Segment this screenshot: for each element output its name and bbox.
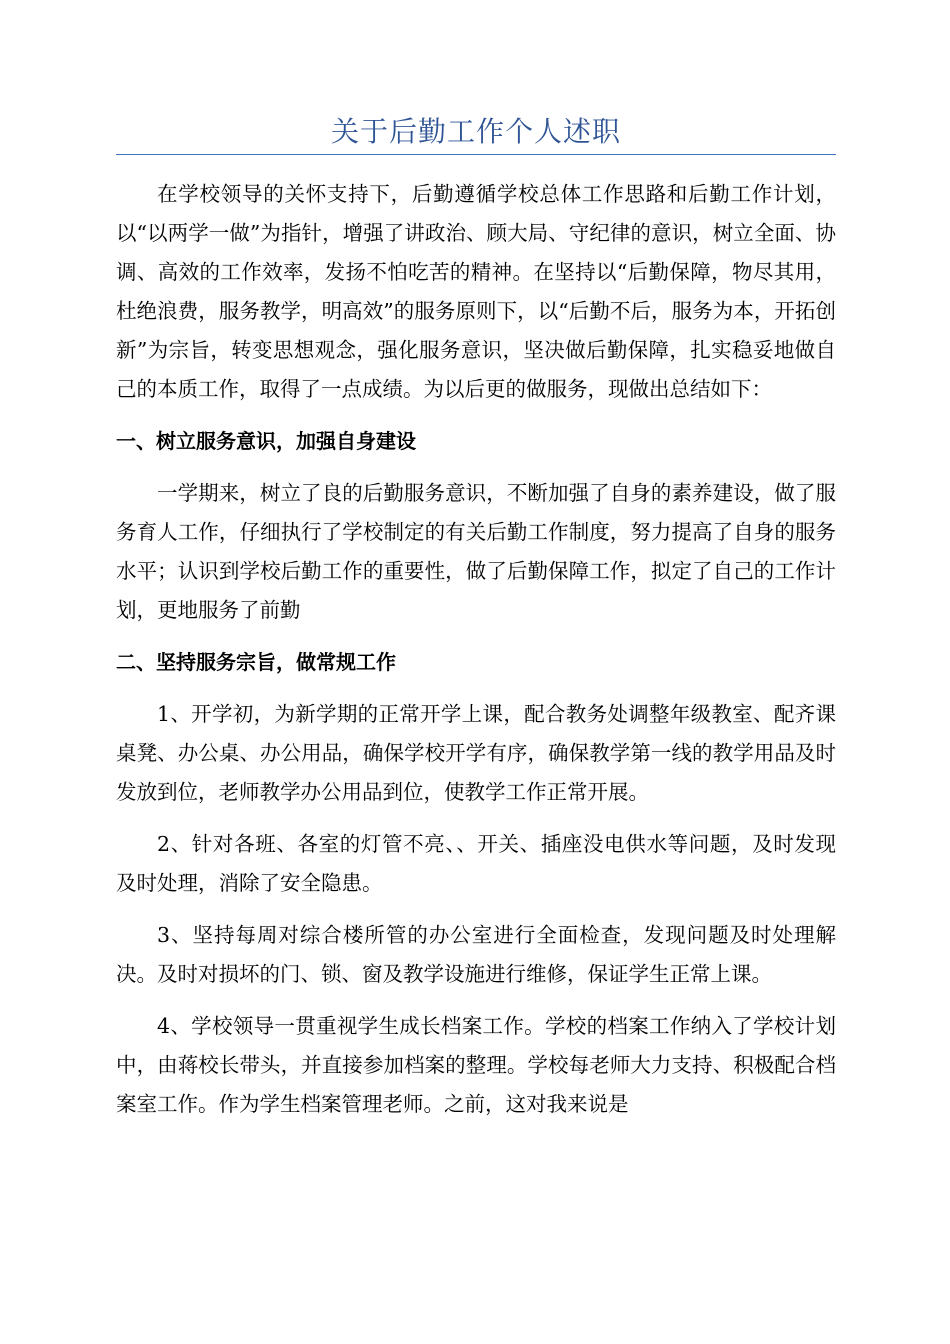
intro-paragraph: 在学校领导的关怀支持下，后勤遵循学校总体工作思路和后勤工作计划，以“以两学一做”为指针，增强了讲政治、顾大局、守纪律的意识，树立全面、协调、高效的工作效率，发扬不怕吃苦的精神。在坚持以“后勤保障，物尽其用，杜绝浪费，服务教学，明高效”的服务原则下，以“后勤不后，服务为本，开拓创新”为宗旨，转变思想观念，强化服务意识，坚决做后勤保障，扎实稳妥地做自己的本质工作，取得了一点成绩。为以后更的做服务，现做出总结如下： <box>116 182 836 401</box>
section-2-item-4: 4、学校领导一贯重视学生成长档案工作。学校的档案工作纳入了学校计划中，由蒋校长带头，并直接参加档案的整理。学校每老师大力支持、积极配合档案室工作。作为学生档案管理老师。之前，这对我来说是 <box>116 1014 836 1116</box>
section-2-item-1: 1、开学初，为新学期的正常开学上课，配合教务处调整年级教室、配齐课桌凳、办公桌、办公用品，确保学校开学有序，确保教学第一线的教学用品及时发放到位，老师教学办公用品到位，使教学工作正常开展。 <box>116 702 836 804</box>
document-body <box>116 175 836 1124</box>
document-title: 关于后勤工作个人述职 <box>330 115 621 148</box>
title-underline <box>116 154 836 155</box>
section-1-paragraph: 一学期来，树立了良的后勤服务意识，不断加强了自身的素养建设，做了服务育人工作，仔细执行了学校制定的有关后勤工作制度，努力提高了自身的服务水平；认识到学校后勤工作的重要性，做了后勤保障工作，拟定了自己的工作计划，更地服务了前勤 <box>116 481 836 622</box>
section-2-item-2: 2、针对各班、各室的灯管不亮、、开关、插座没电供水等问题，及时发现及时处理，消除了安全隐患。 <box>116 832 836 895</box>
section-heading-2: 二、坚持服务宗旨，做常规工作 <box>116 650 396 674</box>
section-heading-1: 一、树立服务意识，加强自身建设 <box>116 429 416 453</box>
section-2-item-3: 3、坚持每周对综合楼所管的办公室进行全面检查，发现问题及时处理解决。及时对损坏的门、锁、窗及教学设施进行维修，保证学生正常上课。 <box>116 923 836 986</box>
